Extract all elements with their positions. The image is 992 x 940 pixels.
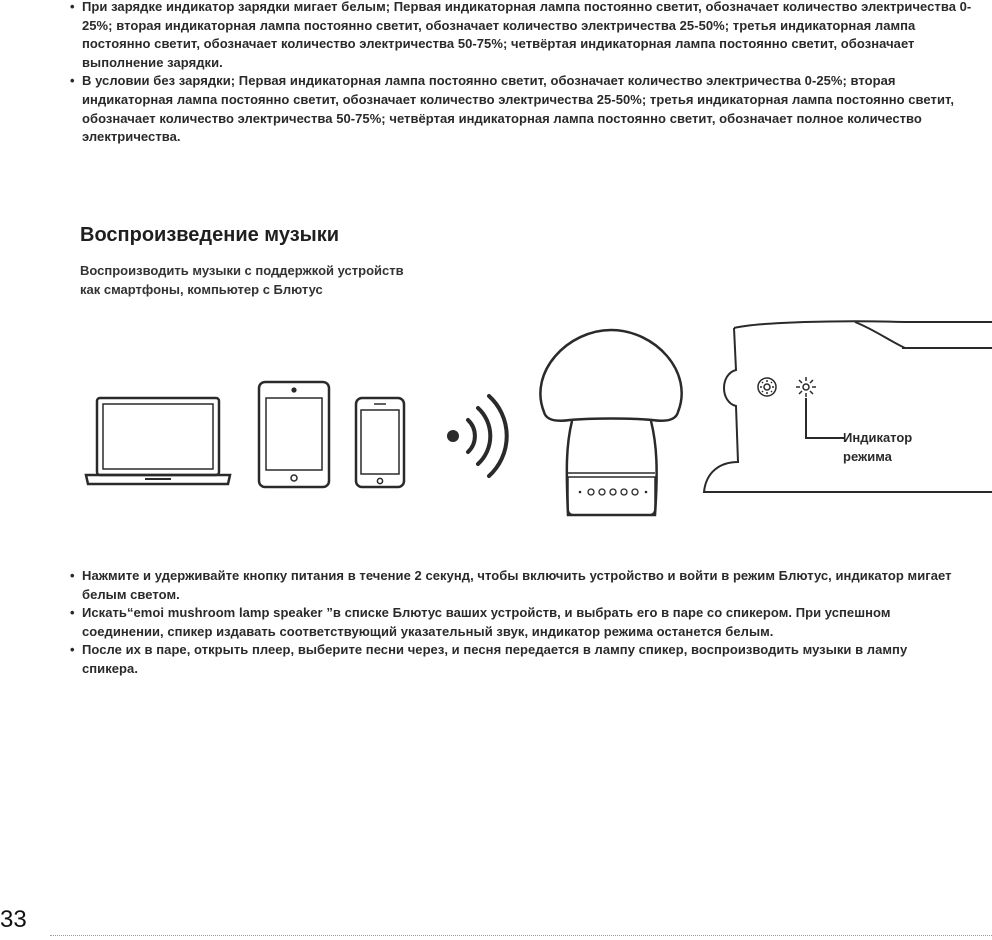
mode-indicator-callout bbox=[843, 428, 912, 466]
pairing-instructions bbox=[60, 567, 965, 679]
device-panel-closeup bbox=[704, 321, 992, 492]
charging-note-text: При зарядке индикатор зарядки мигает белым; Первая индикаторная лампа постоянно светит, обозначает количество электричества 0-25%; вторая индикаторная лампа постоянно светит, обозначает количество электричества 25-50%; третья индикаторная лампа постоянно светит, обозначает количество электричества 50-75%; четвёртая индикаторная лампа постоянно светит, обозначает выполнение зарядки. bbox=[82, 0, 972, 70]
footer-divider bbox=[50, 935, 992, 936]
brightness-icon bbox=[758, 378, 776, 396]
bullet-marker: • bbox=[70, 642, 75, 658]
mode-indicator-light-icon bbox=[796, 377, 816, 397]
list-item bbox=[60, 604, 965, 641]
section-title: Воспроизведение музыки bbox=[80, 224, 340, 246]
bullet-marker: • bbox=[70, 605, 75, 621]
wireless-signal-icon bbox=[447, 396, 507, 476]
instruction-text: После их в паре, открыть плеер, выберите песни через, и песня передается в лампу спикер, воспроизводить музыки в лампу спикера. bbox=[82, 642, 908, 676]
laptop-icon bbox=[86, 398, 230, 484]
list-item bbox=[60, 641, 965, 678]
bullet-marker: • bbox=[70, 0, 75, 14]
callout-line: режима bbox=[843, 449, 892, 464]
list-item bbox=[60, 567, 965, 604]
callout-leader-line bbox=[806, 398, 845, 438]
bullet-marker: • bbox=[70, 73, 75, 89]
bullet-marker: • bbox=[70, 568, 75, 583]
non-charging-note-text: В условии без зарядки; Первая индикаторная лампа постоянно светит, обозначает количество электричества 0-25%; вторая индикаторная лампа постоянно светит, обозначает количество электричества 25-50%; третья индикаторная лампа постоянно светит, обозначает количество электричества 50-75%; четвёртая индикаторная лампа постоянно светит, обозначает полное количество электричества. bbox=[82, 73, 955, 145]
callout-line: Индикатор bbox=[843, 430, 913, 445]
instruction-text: Искать“emoi mushroom lamp speaker ”в списке Блютус ваших устройств, и выбрать его в паре со спикером. При успешном соединении, спикер издавать соответствующий указательный звук, индикатор режима останется белым. bbox=[82, 605, 891, 639]
mushroom-lamp-speaker-icon bbox=[540, 330, 681, 515]
instruction-text: Нажмите и удерживайте кнопку питания в течение 2 секунд, чтобы включить устройство и войти в режим Блютус, индикатор мигает белым светом. bbox=[82, 568, 952, 602]
intro-line: как смартфоны, компьютер с Блютус bbox=[80, 281, 323, 297]
intro-line: Воспроизводить музыки с поддержкой устройств bbox=[80, 263, 404, 278]
page-number: 33 bbox=[0, 906, 27, 933]
tablet-icon bbox=[259, 382, 329, 487]
smartphone-icon bbox=[356, 398, 404, 487]
